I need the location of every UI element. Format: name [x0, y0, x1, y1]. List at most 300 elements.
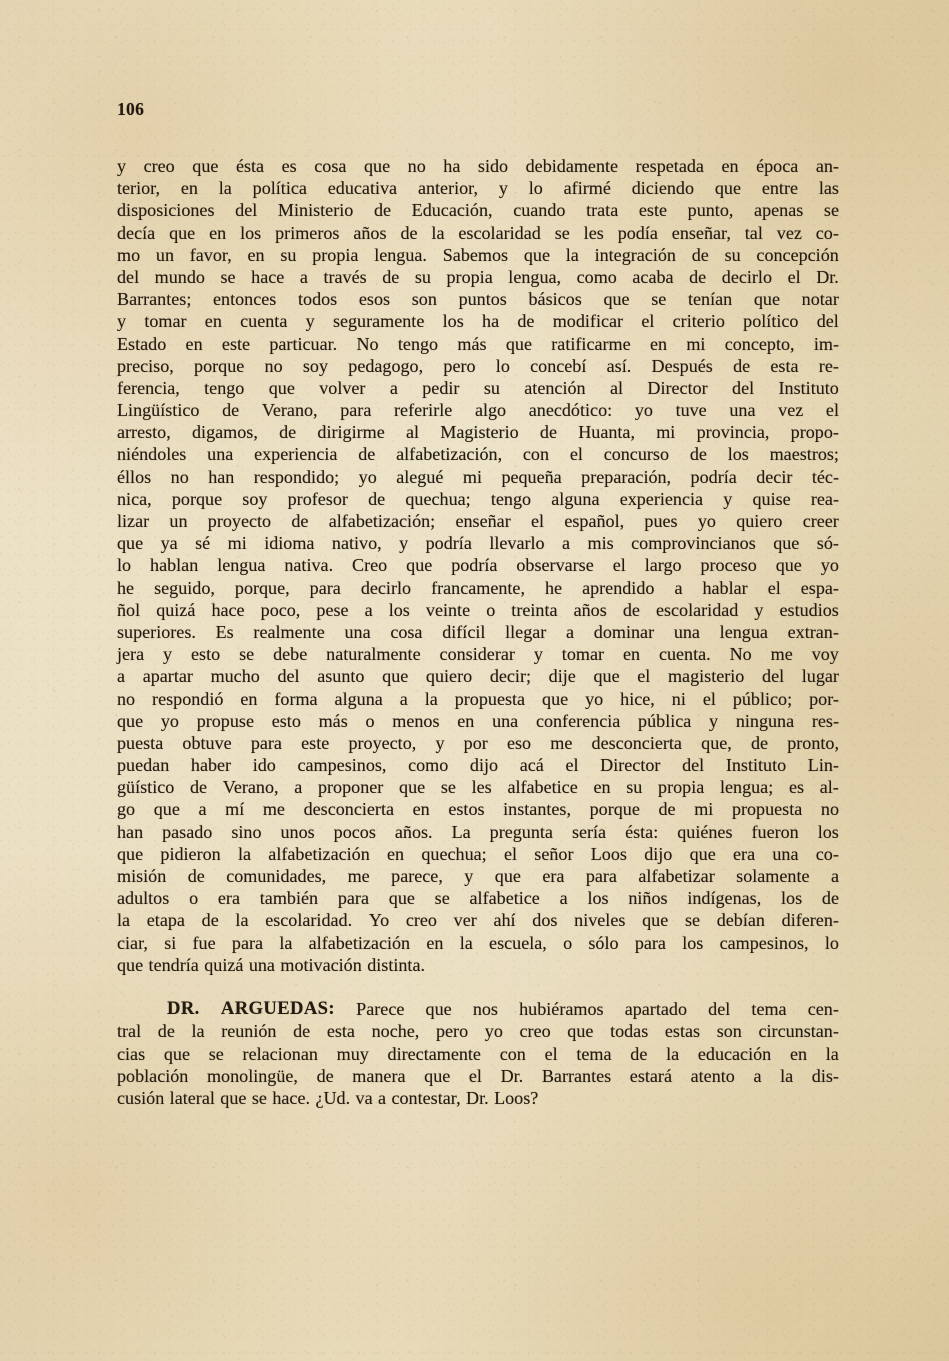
word: observarse	[516, 555, 594, 576]
word: tengo	[204, 377, 245, 398]
word: que	[192, 156, 219, 176]
word: acá	[519, 755, 544, 776]
word: dis-	[811, 1065, 839, 1086]
word: de	[750, 732, 769, 753]
word: Instituto	[725, 755, 787, 776]
word: contestar,	[391, 1087, 461, 1108]
word: puedan	[117, 755, 170, 776]
word: lengua;	[719, 777, 774, 798]
text-line	[117, 710, 839, 732]
text-line	[117, 843, 839, 865]
word: Creo	[352, 555, 388, 576]
word: porque	[589, 799, 640, 820]
word: no	[820, 799, 839, 820]
word: dos	[532, 910, 558, 931]
word: época	[756, 156, 799, 176]
text-line	[117, 443, 839, 465]
word: he	[117, 577, 135, 598]
word: una	[207, 444, 234, 465]
word: entre	[761, 178, 799, 199]
word: que	[220, 1087, 247, 1108]
word: instantes,	[503, 799, 571, 820]
word: an-	[815, 156, 839, 176]
word: debían	[716, 910, 765, 931]
word: primeros	[275, 222, 340, 243]
text-line	[117, 155, 839, 177]
word: a	[562, 533, 571, 554]
word: Instituto	[778, 377, 839, 398]
word: niveles	[574, 910, 626, 931]
text-line	[117, 222, 839, 244]
word: a	[294, 777, 303, 798]
word: decir;	[489, 666, 532, 687]
word: mi	[656, 422, 676, 443]
text-line	[117, 310, 839, 332]
word: veinte	[425, 599, 471, 620]
word: las	[818, 178, 839, 199]
word: cen-	[807, 999, 839, 1020]
word: mucho	[210, 666, 260, 687]
word: puntos	[458, 289, 507, 310]
text-line	[117, 377, 839, 399]
word: tema	[576, 1043, 612, 1064]
text-line	[117, 1087, 839, 1109]
word: nos	[472, 999, 498, 1020]
word: una	[344, 621, 371, 642]
word: el	[767, 577, 781, 598]
word: motivación	[280, 954, 362, 975]
word: los	[817, 821, 839, 842]
word: cusión	[117, 1087, 165, 1108]
word: aprendido	[582, 577, 655, 598]
text-line	[117, 909, 839, 931]
word: va	[355, 1087, 373, 1108]
word: los	[442, 311, 464, 332]
word: ha	[482, 311, 500, 332]
word: que	[117, 710, 144, 731]
word: lo	[528, 178, 543, 199]
word: proyecto,	[348, 732, 417, 753]
word: ciar,	[117, 932, 148, 953]
word: escolaridad	[655, 599, 739, 620]
word: pocos	[333, 821, 376, 842]
word: se	[208, 1043, 224, 1064]
word: que	[773, 533, 800, 554]
word: alguna	[551, 488, 600, 509]
word: superiores.	[117, 621, 196, 642]
word: que	[169, 222, 196, 243]
word: en	[426, 932, 444, 953]
word: les	[471, 777, 492, 798]
word: todos	[298, 289, 338, 310]
word: güístico	[117, 777, 175, 798]
word: del	[235, 200, 258, 221]
word: una	[729, 400, 756, 421]
word: una	[673, 621, 700, 642]
word: años	[353, 222, 387, 243]
word: en	[204, 311, 222, 332]
body-text-block	[117, 155, 839, 1109]
text-line	[117, 355, 839, 377]
word: desconcierta	[591, 732, 682, 753]
word: etapa	[146, 910, 185, 931]
word: a	[753, 1065, 762, 1086]
word: mo	[117, 244, 141, 265]
word: dije	[548, 666, 576, 687]
word: adultos	[117, 888, 170, 909]
word: creer	[802, 511, 839, 531]
word: mi	[694, 799, 714, 820]
word: de	[358, 444, 376, 465]
word: fue	[192, 932, 216, 953]
word: esta	[770, 355, 799, 376]
word: que	[542, 688, 569, 709]
word: preparación,	[581, 466, 672, 487]
word: el	[637, 666, 651, 687]
word: una	[492, 710, 519, 731]
word: a	[378, 1087, 387, 1108]
paragraph	[117, 155, 839, 976]
word: modificar	[552, 311, 624, 332]
word: se	[440, 777, 456, 798]
word: algo	[474, 400, 507, 421]
word: noche,	[371, 1021, 420, 1042]
word: Loos	[590, 843, 627, 864]
word: Lin-	[807, 755, 839, 776]
word: la	[666, 1043, 680, 1064]
word: respetada	[635, 156, 704, 176]
text-line	[117, 1065, 839, 1087]
word: se	[823, 200, 839, 221]
paragraph	[117, 998, 839, 1109]
word: su	[724, 244, 741, 265]
word: en	[789, 1043, 808, 1064]
word: sino	[231, 821, 262, 842]
word: por-	[809, 688, 839, 709]
word: apenas	[754, 200, 804, 221]
word: im-	[813, 333, 839, 354]
word: si	[164, 932, 177, 953]
word: ahí	[493, 910, 516, 931]
word: un	[155, 244, 174, 265]
word: o	[189, 888, 199, 909]
word: público;	[732, 688, 793, 709]
word: lengua	[719, 621, 768, 642]
word: mi	[227, 533, 247, 554]
word: ninguna	[735, 710, 795, 731]
word: el	[702, 688, 716, 709]
word: del	[277, 666, 300, 687]
word: llevarlo	[489, 533, 545, 554]
word: Dr.	[466, 1087, 489, 1108]
word: a	[830, 866, 839, 886]
word: que	[603, 289, 630, 310]
text-line	[117, 887, 839, 909]
word: Director	[600, 755, 661, 776]
speaker-name: DR.	[167, 998, 200, 1020]
word: en	[593, 777, 611, 798]
word: los	[240, 222, 262, 243]
word: para	[340, 400, 372, 421]
word: re-	[818, 355, 839, 376]
word: que	[753, 289, 780, 310]
word: de	[291, 511, 309, 531]
word: son	[411, 289, 437, 310]
word: para	[231, 932, 264, 953]
word: en	[240, 688, 258, 709]
word: al-	[819, 777, 839, 798]
word: ñol	[117, 599, 141, 620]
word: este	[221, 333, 251, 354]
word: es	[281, 156, 297, 176]
word: se	[239, 644, 255, 665]
word: conferencia	[535, 710, 621, 731]
word: que	[567, 1021, 594, 1042]
word: particuar.	[269, 333, 338, 354]
word: vez	[778, 400, 804, 421]
word: por	[463, 732, 488, 753]
word: de	[400, 222, 418, 243]
word: notar	[801, 289, 839, 310]
word: monolingüe,	[206, 1065, 298, 1086]
word: tuve	[675, 400, 707, 421]
word: para	[337, 888, 369, 909]
word: su	[483, 377, 500, 398]
word: voy	[811, 644, 839, 665]
word: éllos	[117, 466, 152, 487]
word: más	[457, 333, 487, 354]
word: tema	[751, 999, 787, 1020]
word: yo	[358, 466, 377, 487]
text-line	[117, 821, 839, 843]
word: diferen-	[781, 910, 839, 931]
word: y	[117, 311, 127, 332]
word: pues	[644, 511, 678, 531]
word: cuenta	[240, 311, 288, 332]
word: enseñar,	[671, 222, 731, 243]
word: parece,	[391, 866, 443, 886]
word: ni	[671, 688, 686, 709]
word: pidieron	[160, 843, 221, 864]
word: no	[407, 156, 426, 176]
word: treinta	[511, 599, 558, 620]
word: un	[169, 511, 188, 531]
word: a	[559, 888, 568, 909]
word: y	[435, 732, 445, 753]
word: que	[268, 377, 295, 398]
word: tendría	[148, 954, 199, 975]
word: en	[721, 156, 739, 176]
word: Educación,	[411, 200, 493, 221]
word: han	[117, 821, 144, 842]
word: me	[550, 732, 573, 753]
word: de	[689, 266, 707, 287]
word: hablar	[702, 577, 748, 598]
word: o	[365, 710, 375, 731]
text-line	[117, 865, 839, 887]
word: la	[218, 178, 232, 199]
word: su	[626, 777, 643, 798]
word: yo	[820, 555, 839, 576]
word: en	[387, 843, 405, 864]
word: concurso	[603, 444, 670, 465]
word: es	[788, 777, 805, 798]
word: espa-	[800, 577, 839, 598]
word: a	[566, 621, 575, 642]
word: esos	[358, 289, 391, 310]
word: puesta	[117, 732, 164, 753]
word: Lingüístico	[117, 400, 200, 421]
word: lengua,	[508, 266, 562, 287]
word: a	[198, 799, 207, 820]
word: su	[280, 244, 297, 265]
word: me	[770, 644, 793, 665]
word: quechua;	[405, 488, 471, 509]
word: largo	[644, 555, 682, 576]
word: dijo	[644, 843, 673, 864]
word: sido	[477, 156, 509, 176]
word: el	[503, 843, 518, 864]
word: para	[250, 732, 282, 753]
page-number: 106	[117, 99, 145, 119]
text-line	[117, 488, 839, 510]
word: son	[716, 1021, 742, 1042]
word: lo	[495, 355, 510, 376]
word: todas	[610, 1021, 649, 1042]
word: o	[563, 932, 573, 953]
text-line	[117, 577, 839, 599]
word: manera	[352, 1065, 406, 1086]
word: de	[622, 599, 640, 620]
word: los	[727, 444, 749, 465]
word: poco,	[260, 599, 301, 620]
word: los	[682, 932, 704, 953]
word: haber	[190, 755, 232, 776]
word: yo	[697, 511, 716, 531]
word: en	[185, 333, 203, 354]
word: de	[689, 444, 707, 465]
word: que	[117, 843, 144, 864]
word: propuse	[196, 710, 254, 731]
word: Magisterio	[440, 422, 519, 443]
word: de	[279, 422, 297, 443]
text-line	[117, 643, 839, 665]
word: No	[356, 333, 379, 354]
word: tengo	[397, 333, 439, 354]
word: ratificarme	[551, 333, 631, 354]
text-line	[117, 932, 839, 954]
word: concepto,	[724, 333, 795, 354]
text-line	[117, 532, 839, 554]
word: del	[682, 755, 705, 776]
word: quizá	[204, 954, 244, 975]
word: respondido;	[253, 466, 340, 487]
word: en	[622, 644, 641, 665]
word: alfabetice	[469, 888, 540, 909]
word: en	[412, 799, 430, 820]
word: alguna	[334, 688, 383, 709]
text-line	[117, 554, 839, 576]
word: era	[733, 843, 756, 864]
word: lengua	[217, 555, 266, 576]
word: y	[305, 311, 315, 332]
word: mundo	[154, 266, 205, 287]
word: y	[163, 644, 173, 665]
word: ha	[443, 156, 461, 176]
word: el	[468, 1065, 482, 1086]
word: maestros;	[769, 444, 839, 465]
word: quiénes	[677, 821, 733, 842]
word: a	[389, 377, 398, 398]
word: de	[630, 1043, 648, 1064]
word: estos	[448, 799, 485, 820]
word: considerar	[439, 644, 515, 665]
word: escolaridad	[458, 222, 541, 243]
word: de	[316, 1065, 334, 1086]
word: a	[299, 266, 308, 287]
word: en	[247, 244, 265, 265]
word: que	[399, 777, 426, 798]
word: ¿Ud.	[315, 1087, 351, 1108]
word: pública	[638, 710, 692, 731]
word: quiero	[425, 666, 473, 687]
word: Barrantes;	[117, 289, 192, 310]
word: punto,	[687, 200, 734, 221]
word: años	[573, 599, 607, 620]
word: han	[208, 466, 235, 487]
word: educativa	[327, 178, 398, 199]
word: llegar	[505, 621, 547, 642]
word: para	[585, 866, 617, 886]
word: quechua;	[421, 843, 487, 864]
word: la	[117, 910, 131, 931]
word: tomar	[561, 644, 605, 665]
word: cuenta.	[658, 644, 711, 665]
word: la	[825, 1043, 839, 1064]
word: o	[486, 599, 496, 620]
word: lo	[117, 555, 132, 576]
word: estas	[664, 1021, 701, 1042]
word: se	[251, 1087, 267, 1108]
word: que	[714, 178, 741, 199]
word: eso	[506, 732, 532, 753]
word: soy	[302, 355, 329, 376]
word: era	[217, 888, 240, 909]
word: pedir	[422, 377, 460, 398]
word: fueron	[751, 821, 799, 842]
word: propuesta	[454, 688, 526, 709]
word: Es	[215, 621, 234, 642]
word: decirlo	[721, 266, 773, 287]
word: con	[522, 444, 550, 465]
word: unos	[280, 821, 315, 842]
word: del	[708, 999, 731, 1020]
word: Después	[651, 355, 713, 376]
word: Verano,	[261, 400, 318, 421]
word: yo	[585, 688, 604, 709]
text-line	[117, 665, 839, 687]
word: este	[301, 732, 330, 753]
text-line	[117, 421, 839, 443]
word: ésta	[235, 156, 265, 176]
word: propia	[658, 777, 705, 798]
word: ya	[160, 533, 178, 554]
word: del	[762, 666, 785, 687]
word: tral	[117, 1021, 142, 1042]
word: que	[775, 555, 802, 576]
word: el	[565, 755, 579, 776]
word: me	[262, 799, 285, 820]
